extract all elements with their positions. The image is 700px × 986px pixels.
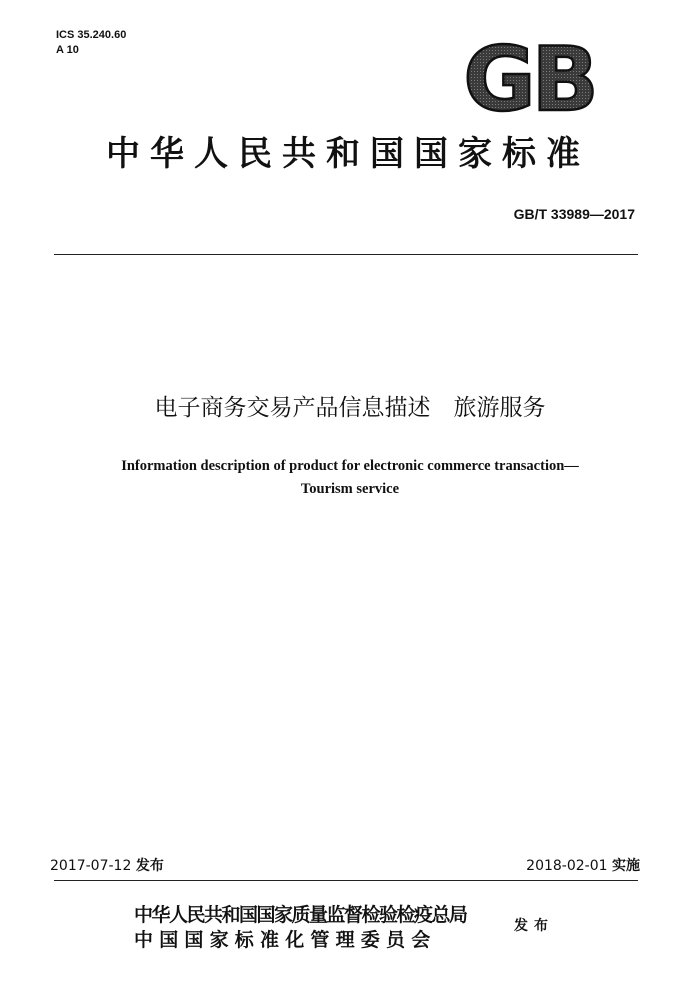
footer-divider xyxy=(54,880,638,881)
implementation-date-label: 实施 xyxy=(612,858,640,874)
classification-codes xyxy=(56,28,126,58)
standard-number: GB/T 33989—2017 xyxy=(513,206,635,222)
subject-title-english-line-2: Tourism service xyxy=(300,481,400,497)
implementation-date-value: 2018-02-01 xyxy=(526,858,608,874)
gb-logo-text: GB xyxy=(463,40,595,118)
issue-label: 发布 xyxy=(514,918,554,934)
publication-date-value: 2017-07-12 xyxy=(50,858,132,874)
ccs-code: A 10 xyxy=(56,44,79,56)
gb-logo xyxy=(455,40,603,118)
national-standard-title: 中华人民共和国国家标准 xyxy=(106,134,590,174)
publication-date-label: 发布 xyxy=(135,858,164,874)
header-divider xyxy=(54,254,638,255)
issuer-aqsiq: 中华人民共和国国家质量监督检验检疫总局 xyxy=(134,904,467,926)
issuer-sac: 中国国家标准化管理委员会 xyxy=(134,929,437,951)
subject-title-english-line-1: Information description of product for electronic commerce transaction— xyxy=(121,458,579,474)
subject-title-english xyxy=(40,455,660,501)
subject-title-chinese: 电子商务交易产品信息描述 旅游服务 xyxy=(154,395,546,421)
publication-date xyxy=(50,855,164,875)
ics-code: ICS 35.240.60 xyxy=(56,29,127,41)
implementation-date xyxy=(526,855,640,875)
